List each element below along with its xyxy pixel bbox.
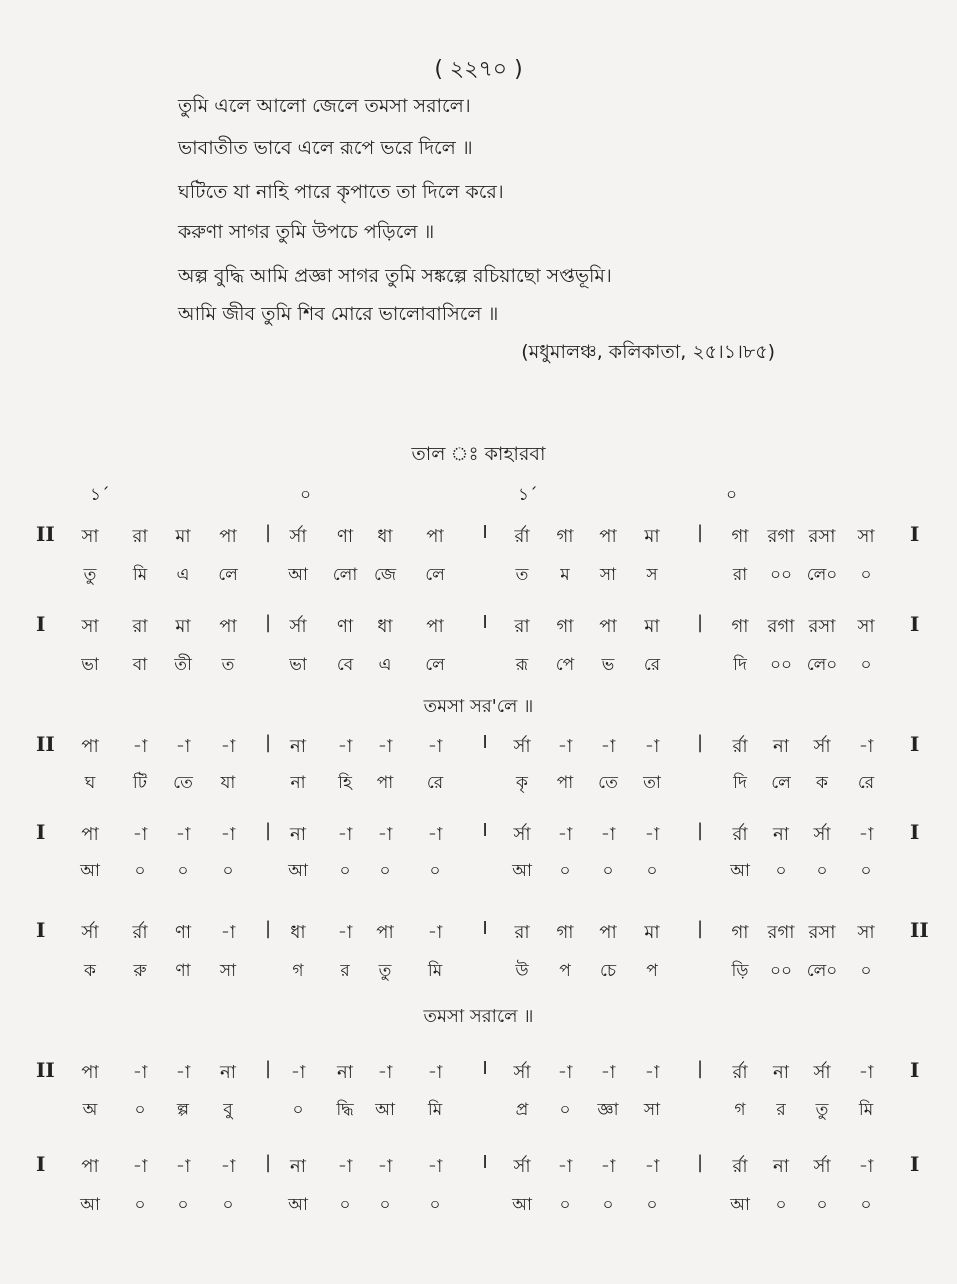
swara-note: -া xyxy=(644,736,660,757)
swara-note: রা xyxy=(132,616,148,637)
swara-note: র্রা xyxy=(732,1156,748,1177)
lyric-syllable: তী xyxy=(174,655,192,675)
lyric-syllable: রূ xyxy=(515,655,529,675)
lyric-syllable: তে xyxy=(173,773,193,793)
page-number: ( ২২৭০ ) xyxy=(434,57,523,82)
lyric-syllable: মি xyxy=(427,961,443,981)
swara-note: গা xyxy=(731,526,749,547)
swara-note: পা xyxy=(81,1156,99,1177)
lyric-syllable: লে xyxy=(425,565,445,585)
lyric-syllable: রে xyxy=(426,773,444,793)
lyric-syllable: ভ xyxy=(601,655,615,675)
bar-line: I xyxy=(36,918,46,942)
lyric-line: তুমি এলে আলো জেলে তমসা সরালে। xyxy=(178,95,471,117)
lyric-syllable: পে xyxy=(555,655,575,675)
lyric-syllable: আ xyxy=(288,1195,308,1215)
lyric-syllable: প্র xyxy=(515,1100,529,1120)
swara-note: মা xyxy=(175,616,191,637)
lyric-syllable: তু xyxy=(378,961,392,981)
swara-note: -া xyxy=(132,1062,148,1083)
swara-note: রগা xyxy=(767,616,795,637)
swara-note: গা xyxy=(731,616,749,637)
swara-note: র্রা xyxy=(732,824,748,845)
lyric-syllable: আ xyxy=(375,1100,395,1120)
swara-note: রা xyxy=(514,922,530,943)
beat-divider: I xyxy=(482,1058,488,1079)
swara-note: ণা xyxy=(336,526,354,547)
lyric-syllable: আ xyxy=(730,1195,750,1215)
lyric-syllable: ০ xyxy=(339,1195,351,1215)
lyric-syllable: ০ xyxy=(860,565,872,585)
lyric-syllable: ক xyxy=(816,773,828,793)
refrain-text: তমসা সর'লে ॥ xyxy=(423,696,534,717)
beat-divider: | xyxy=(264,522,272,543)
beat-divider: | xyxy=(264,612,272,633)
lyric-syllable: লে০ xyxy=(806,565,838,585)
beat-divider: | xyxy=(264,820,272,841)
lyric-syllable: তু xyxy=(815,1100,829,1120)
swara-note: র্সা xyxy=(513,1156,531,1177)
lyric-syllable: ত xyxy=(221,655,235,675)
beat-divider: | xyxy=(264,918,272,939)
swara-note: -া xyxy=(600,824,616,845)
swara-note: রসা xyxy=(808,922,836,943)
swara-note: র্সা xyxy=(813,736,831,757)
swara-note: -া xyxy=(427,824,443,845)
lyric-syllable: রে xyxy=(643,655,661,675)
lyric-syllable: ০ xyxy=(379,861,391,881)
lyric-syllable: আ xyxy=(288,861,308,881)
bar-line: I xyxy=(910,522,920,546)
bar-line: I xyxy=(910,732,920,756)
lyric-syllable: ০ xyxy=(602,861,614,881)
lyric-syllable: ০ xyxy=(775,861,787,881)
swara-note: -া xyxy=(644,1062,660,1083)
swara-note: পা xyxy=(81,736,99,757)
beat-mark: ০ xyxy=(300,485,312,505)
swara-note: রা xyxy=(514,616,530,637)
lyric-syllable: ভা xyxy=(289,655,307,675)
lyric-syllable: তা xyxy=(643,773,661,793)
lyric-syllable: ০ xyxy=(775,1195,787,1215)
swara-note: সা xyxy=(857,616,875,637)
swara-note: না xyxy=(773,736,789,757)
swara-note: পা xyxy=(599,922,617,943)
swara-note: -া xyxy=(377,736,393,757)
lyric-syllable: পা xyxy=(376,773,394,793)
lyric-syllable: ভা xyxy=(81,655,99,675)
swara-note: না xyxy=(773,1062,789,1083)
lyric-syllable: ণা xyxy=(175,961,191,981)
lyric-line: করুণা সাগর তুমি উপচে পড়িলে ॥ xyxy=(178,221,435,243)
lyric-syllable: আ xyxy=(730,861,750,881)
lyric-syllable: ০ xyxy=(860,861,872,881)
lyric-syllable: লে০ xyxy=(806,655,838,675)
lyric-syllable: ০ xyxy=(646,1195,658,1215)
swara-note: ধা xyxy=(377,616,393,637)
swara-note: মা xyxy=(644,616,660,637)
swara-note: না xyxy=(773,824,789,845)
lyric-syllable: স xyxy=(646,565,658,585)
beat-divider: I xyxy=(482,820,488,841)
beat-divider: | xyxy=(696,918,704,939)
swara-note: র্সা xyxy=(813,1062,831,1083)
lyric-syllable: না xyxy=(290,773,306,793)
lyric-syllable: তে xyxy=(598,773,618,793)
swara-note: -া xyxy=(644,1156,660,1177)
lyric-syllable: ০ xyxy=(134,861,146,881)
lyric-syllable: আ xyxy=(80,1195,100,1215)
swara-note: -া xyxy=(858,1156,874,1177)
swara-note: গা xyxy=(731,922,749,943)
swara-note: -া xyxy=(132,1156,148,1177)
swara-note: না xyxy=(773,1156,789,1177)
swara-note: -া xyxy=(175,736,191,757)
lyric-syllable: ক xyxy=(84,961,96,981)
swara-note: -া xyxy=(858,824,874,845)
swara-note: সা xyxy=(81,526,99,547)
swara-note: না xyxy=(290,824,306,845)
lyric-syllable: বা xyxy=(132,655,148,675)
beat-divider: I xyxy=(482,522,488,543)
swara-note: রসা xyxy=(808,526,836,547)
swara-note: -া xyxy=(600,736,616,757)
lyric-syllable: ০ xyxy=(860,1195,872,1215)
swara-note: -া xyxy=(337,824,353,845)
swara-note: -া xyxy=(220,824,236,845)
lyric-syllable: ০০ xyxy=(769,565,793,585)
lyric-syllable: জে xyxy=(373,565,397,585)
lyric-syllable: এ xyxy=(378,655,392,675)
lyric-syllable: অ xyxy=(82,1100,98,1120)
lyric-syllable: বে xyxy=(336,655,354,675)
swara-note: -া xyxy=(557,1156,573,1177)
lyric-syllable: ০ xyxy=(292,1100,304,1120)
swara-note: সা xyxy=(81,616,99,637)
lyric-syllable: ০ xyxy=(860,961,872,981)
swara-note: -া xyxy=(427,736,443,757)
swara-note: -া xyxy=(557,824,573,845)
swara-note: -া xyxy=(600,1062,616,1083)
lyric-syllable: লে xyxy=(425,655,445,675)
lyric-syllable: ০০ xyxy=(769,655,793,675)
lyric-syllable: পা xyxy=(556,773,574,793)
swara-note: না xyxy=(290,736,306,757)
lyric-syllable: টি xyxy=(132,773,148,793)
lyric-syllable: ০ xyxy=(646,861,658,881)
lyric-syllable: লে০ xyxy=(806,961,838,981)
lyric-syllable: ০ xyxy=(559,1100,571,1120)
lyric-syllable: ০ xyxy=(134,1100,146,1120)
swara-note: গা xyxy=(556,526,574,547)
lyric-line: ঘটিতে যা নাহি পারে কৃপাতে তা দিলে করে। xyxy=(178,181,504,203)
swara-note: পা xyxy=(81,1062,99,1083)
lyric-syllable: ০ xyxy=(816,861,828,881)
swara-note: ধা xyxy=(290,922,306,943)
lyric-syllable: ০ xyxy=(816,1195,828,1215)
swara-note: -া xyxy=(220,1156,236,1177)
swara-note: মা xyxy=(644,922,660,943)
beat-divider: I xyxy=(482,612,488,633)
lyric-syllable: সা xyxy=(643,1100,661,1120)
swara-note: র্সা xyxy=(813,824,831,845)
swara-note: -া xyxy=(175,824,191,845)
swara-note: -া xyxy=(427,922,443,943)
lyric-syllable: প xyxy=(646,961,658,981)
swara-note: র্সা xyxy=(813,1156,831,1177)
swara-note: র্রা xyxy=(732,736,748,757)
swara-note: র্সা xyxy=(513,824,531,845)
lyric-syllable: ০০ xyxy=(769,961,793,981)
lyric-syllable: ০ xyxy=(429,861,441,881)
swara-note: -া xyxy=(557,1062,573,1083)
lyric-syllable: রে xyxy=(857,773,875,793)
lyric-syllable: দি xyxy=(733,773,747,793)
lyric-syllable: ০ xyxy=(222,1195,234,1215)
source-citation: (মধুমালঞ্চ, কলিকাতা, ২৫।১।৮৫) xyxy=(521,341,775,363)
swara-note: র্সা xyxy=(289,616,307,637)
lyric-syllable: তু xyxy=(83,565,97,585)
swara-note: র্সা xyxy=(81,922,99,943)
swara-note: -া xyxy=(337,922,353,943)
swara-note: গা xyxy=(556,616,574,637)
swara-note: পা xyxy=(219,616,237,637)
beat-divider: | xyxy=(696,612,704,633)
beat-divider: I xyxy=(482,732,488,753)
swara-note: না xyxy=(290,1156,306,1177)
lyric-syllable: দি xyxy=(733,655,747,675)
lyric-syllable: উ xyxy=(515,961,529,981)
beat-divider: | xyxy=(696,1058,704,1079)
lyric-syllable: ম xyxy=(560,565,570,585)
lyric-syllable: ০ xyxy=(559,861,571,881)
swara-note: -া xyxy=(858,1062,874,1083)
beat-divider: | xyxy=(264,1058,272,1079)
lyric-syllable: ল্প xyxy=(176,1100,190,1120)
lyric-syllable: মি xyxy=(132,565,148,585)
swara-note: মা xyxy=(175,526,191,547)
swara-note: -া xyxy=(132,824,148,845)
swara-note: -া xyxy=(600,1156,616,1177)
lyric-syllable: হি xyxy=(338,773,352,793)
lyric-syllable: গ xyxy=(734,1100,746,1120)
swara-note: -া xyxy=(557,736,573,757)
swara-note: রসা xyxy=(808,616,836,637)
swara-note: না xyxy=(337,1062,353,1083)
swara-note: -া xyxy=(337,736,353,757)
swara-note: -া xyxy=(427,1156,443,1177)
swara-note: ণা xyxy=(336,616,354,637)
bar-line: II xyxy=(36,732,55,756)
bar-line: I xyxy=(910,820,920,844)
swara-note: -া xyxy=(427,1062,443,1083)
swara-note: -া xyxy=(132,736,148,757)
beat-divider: I xyxy=(482,918,488,939)
lyric-syllable: আ xyxy=(512,1195,532,1215)
lyric-syllable: আ xyxy=(288,565,308,585)
lyric-syllable: ০ xyxy=(222,861,234,881)
swara-note: রা xyxy=(132,526,148,547)
lyric-line: অল্প বুদ্ধি আমি প্রজ্ঞা সাগর তুমি সঙ্কল্পে রচিয়াছো সপ্তভূমি। xyxy=(178,265,612,287)
beat-divider: | xyxy=(696,1152,704,1173)
lyric-syllable: ড়ি xyxy=(731,961,749,981)
swara-note: র্সা xyxy=(289,526,307,547)
lyric-syllable: ০ xyxy=(860,655,872,675)
bar-line: I xyxy=(36,612,46,636)
swara-note: -া xyxy=(175,1156,191,1177)
lyric-syllable: কৃ xyxy=(516,773,528,793)
swara-note: -া xyxy=(337,1156,353,1177)
beat-divider: | xyxy=(264,1152,272,1173)
swara-note: -া xyxy=(644,824,660,845)
swara-note: সা xyxy=(857,922,875,943)
lyric-syllable: রু xyxy=(133,961,147,981)
lyric-syllable: চে xyxy=(599,961,617,981)
refrain-text: তমসা সরালে ॥ xyxy=(423,1006,534,1027)
lyric-syllable: ০ xyxy=(379,1195,391,1215)
lyric-syllable: ০ xyxy=(429,1195,441,1215)
swara-note: রগা xyxy=(767,526,795,547)
swara-note: -া xyxy=(290,1062,306,1083)
swara-note: -া xyxy=(220,922,236,943)
swara-note: না xyxy=(220,1062,236,1083)
swara-note: পা xyxy=(376,922,394,943)
beat-divider: | xyxy=(696,732,704,753)
lyric-syllable: লে xyxy=(771,773,791,793)
swara-note: পা xyxy=(599,526,617,547)
bar-line: II xyxy=(910,918,929,942)
swara-note: রগা xyxy=(767,922,795,943)
beat-mark: ১´ xyxy=(518,485,538,505)
lyric-syllable: দ্ধি xyxy=(336,1100,354,1120)
swara-note: পা xyxy=(426,616,444,637)
lyric-syllable: জ্ঞা xyxy=(597,1100,619,1120)
beat-divider: | xyxy=(264,732,272,753)
lyric-syllable: ০ xyxy=(134,1195,146,1215)
swara-note: -া xyxy=(377,1062,393,1083)
lyric-syllable: লে xyxy=(218,565,238,585)
bar-line: I xyxy=(910,612,920,636)
lyric-line: আমি জীব তুমি শিব মোরে ভালোবাসিলে ॥ xyxy=(178,303,499,325)
lyric-syllable: সা xyxy=(599,565,617,585)
swara-note: মা xyxy=(644,526,660,547)
lyric-syllable: যা xyxy=(220,773,236,793)
bar-line: I xyxy=(910,1058,920,1082)
swara-note: গা xyxy=(556,922,574,943)
swara-note: র্সা xyxy=(513,736,531,757)
swara-note: ধা xyxy=(377,526,393,547)
tala-heading: তাল ঃ কাহারবা xyxy=(411,443,546,465)
bar-line: I xyxy=(910,1152,920,1176)
lyric-syllable: র xyxy=(776,1100,786,1120)
lyric-syllable: ০ xyxy=(602,1195,614,1215)
lyric-syllable: র xyxy=(340,961,350,981)
lyric-syllable: ০ xyxy=(559,1195,571,1215)
swara-note: র্রা xyxy=(732,1062,748,1083)
lyric-syllable: এ xyxy=(176,565,190,585)
beat-divider: | xyxy=(696,820,704,841)
lyric-syllable: ঘ xyxy=(84,773,96,793)
lyric-syllable: মি xyxy=(427,1100,443,1120)
beat-mark: ১´ xyxy=(90,485,110,505)
lyric-syllable: গ xyxy=(292,961,304,981)
beat-divider: | xyxy=(696,522,704,543)
lyric-line: ভাবাতীত ভাবে এলে রূপে ভরে দিলে ॥ xyxy=(178,137,473,159)
swara-note: -া xyxy=(377,824,393,845)
lyric-syllable: সা xyxy=(219,961,237,981)
swara-note: পা xyxy=(599,616,617,637)
swara-note: পা xyxy=(219,526,237,547)
swara-note: ণা xyxy=(174,922,192,943)
lyric-syllable: রা xyxy=(732,565,748,585)
bar-line: II xyxy=(36,522,55,546)
swara-note: র্রা xyxy=(132,922,148,943)
swara-note: পা xyxy=(81,824,99,845)
lyric-syllable: লো xyxy=(332,565,358,585)
bar-line: II xyxy=(36,1058,55,1082)
swara-note: র্রা xyxy=(514,526,530,547)
lyric-syllable: ত xyxy=(515,565,529,585)
swara-note: -া xyxy=(858,736,874,757)
beat-divider: I xyxy=(482,1152,488,1173)
swara-note: সা xyxy=(857,526,875,547)
lyric-syllable: আ xyxy=(80,861,100,881)
lyric-syllable: ০ xyxy=(177,861,189,881)
lyric-syllable: প xyxy=(559,961,571,981)
bar-line: I xyxy=(36,1152,46,1176)
swara-note: -া xyxy=(175,1062,191,1083)
swara-note: র্সা xyxy=(513,1062,531,1083)
bar-line: I xyxy=(36,820,46,844)
swara-note: -া xyxy=(220,736,236,757)
lyric-syllable: আ xyxy=(512,861,532,881)
lyric-syllable: ০ xyxy=(177,1195,189,1215)
lyric-syllable: মি xyxy=(858,1100,874,1120)
swara-note: -া xyxy=(377,1156,393,1177)
beat-mark: ০ xyxy=(726,485,738,505)
lyric-syllable: বু xyxy=(223,1100,233,1120)
swara-note: পা xyxy=(426,526,444,547)
lyric-syllable: ০ xyxy=(339,861,351,881)
